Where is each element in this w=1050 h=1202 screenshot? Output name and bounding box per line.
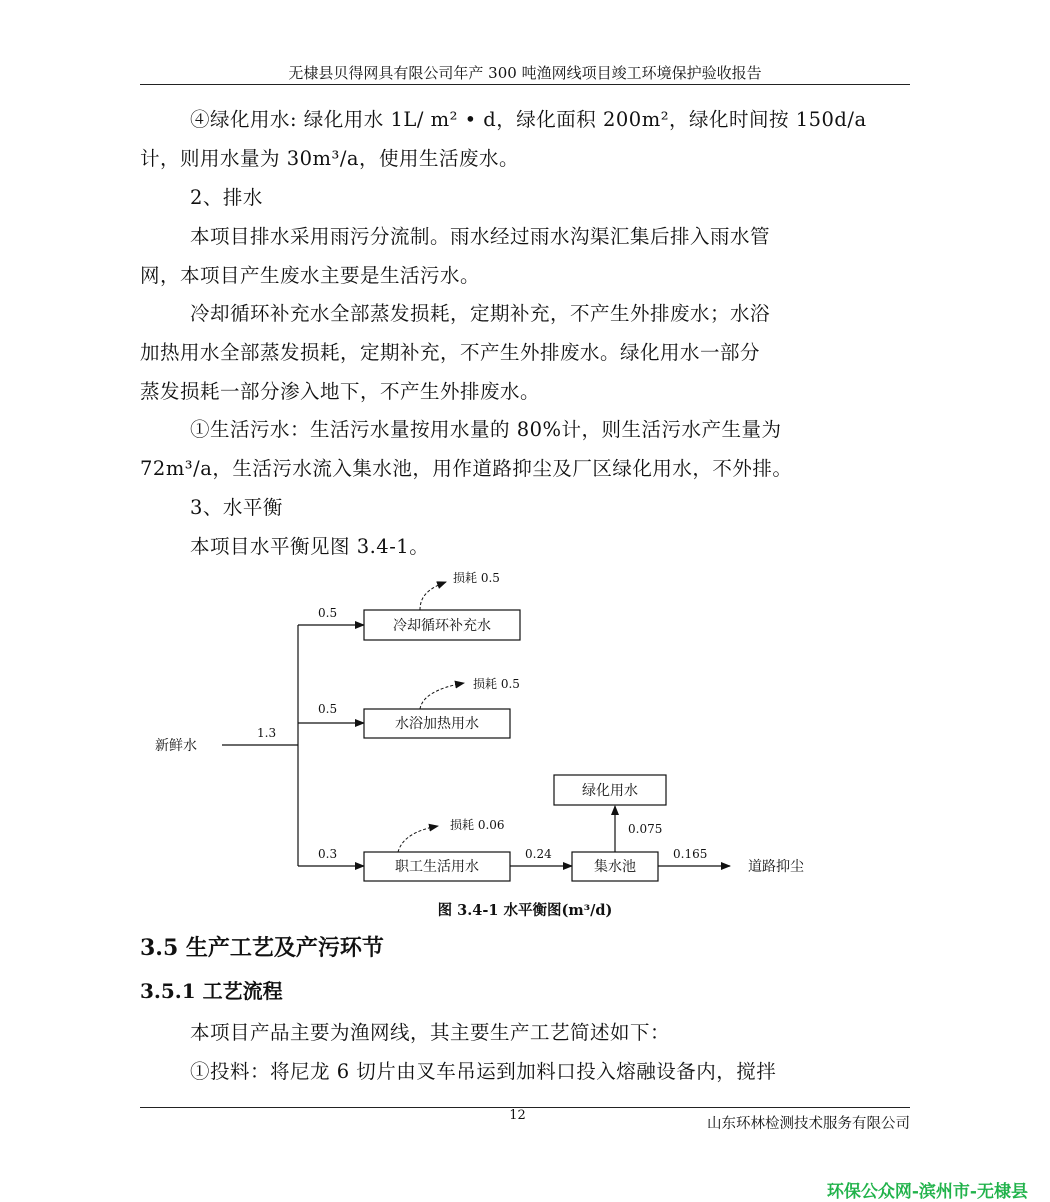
greening-flow: 0.075	[628, 822, 663, 836]
section-water-balance: 3、水平衡	[190, 496, 283, 519]
bath-loss: 损耗 0.5	[473, 677, 520, 691]
road-label: 道路抑尘	[748, 859, 804, 875]
pool-inflow: 0.24	[525, 847, 552, 861]
source-label: 新鲜水	[155, 738, 197, 754]
page-number: 12	[509, 1108, 526, 1123]
cooling-label: 冷却循环补充水	[393, 618, 491, 634]
para-drainage-line1: 本项目排水采用雨污分流制。雨水经过雨水沟渠汇集后排入雨水管	[190, 225, 771, 248]
para-water-balance-ref: 本项目水平衡见图 3.4-1。	[190, 535, 430, 558]
cooling-loss-arrow	[420, 582, 446, 610]
bath-loss-arrow	[420, 683, 464, 709]
cooling-inflow: 0.5	[318, 606, 338, 620]
bath-inflow: 0.5	[318, 702, 338, 716]
footer-company: 山东环林检测技术服务有限公司	[707, 1116, 910, 1132]
staff-inflow: 0.3	[318, 847, 338, 861]
bath-label: 水浴加热用水	[395, 716, 479, 732]
staff-loss: 损耗 0.06	[450, 818, 505, 832]
para-loss-line2: 加热用水全部蒸发损耗，定期补充，不产生外排废水。绿化用水一部分	[140, 341, 761, 364]
section-drainage: 2、排水	[190, 186, 263, 209]
pool-label: 集水池	[594, 859, 636, 875]
para-greening-water-line1: ④绿化用水: 绿化用水 1L/ m² • d，绿化面积 200m²，绿化时间按 150d/a	[190, 108, 867, 131]
para-greening-water-line2: 计，则用水量为 30m³/a，使用生活废水。	[140, 147, 520, 170]
para-loss-line1: 冷却循环补充水全部蒸发损耗，定期补充，不产生外排废水；水浴	[190, 302, 771, 325]
watermark: 环保公众网-滨州市-无棣县	[826, 1182, 1028, 1202]
greening-label: 绿化用水	[582, 783, 638, 799]
figure-caption: 图 3.4-1 水平衡图(m³/d)	[437, 902, 613, 919]
para-sewage-line2: 72m³/a，生活污水流入集水池，用作道路抑尘及厂区绿化用水，不外排。	[140, 457, 793, 480]
staff-loss-arrow	[398, 826, 438, 852]
section-heading-3-5: 3.5 生产工艺及产污环节	[140, 935, 384, 961]
road-flow: 0.165	[673, 847, 708, 861]
para-sewage-line1: ①生活污水：生活污水量按用水量的 80%计，则生活污水产生量为	[190, 418, 782, 441]
para-drainage-line2: 网，本项目产生废水主要是生活污水。	[140, 264, 481, 287]
source-flow: 1.3	[257, 726, 277, 740]
section-heading-3-5-1: 3.5.1 工艺流程	[140, 979, 283, 1003]
para-loss-line3: 蒸发损耗一部分渗入地下，不产生外排废水。	[140, 380, 541, 403]
para-feeding: ①投料：将尼龙 6 切片由叉车吊运到加料口投入熔融设备内，搅拌	[190, 1060, 777, 1083]
para-process-intro: 本项目产品主要为渔网线，其主要生产工艺简述如下：	[190, 1021, 671, 1044]
header-title: 无棣县贝得网具有限公司年产 300 吨渔网线项目竣工环境保护验收报告	[288, 64, 762, 82]
staff-label: 职工生活用水	[395, 859, 479, 875]
cooling-loss: 损耗 0.5	[453, 571, 500, 585]
